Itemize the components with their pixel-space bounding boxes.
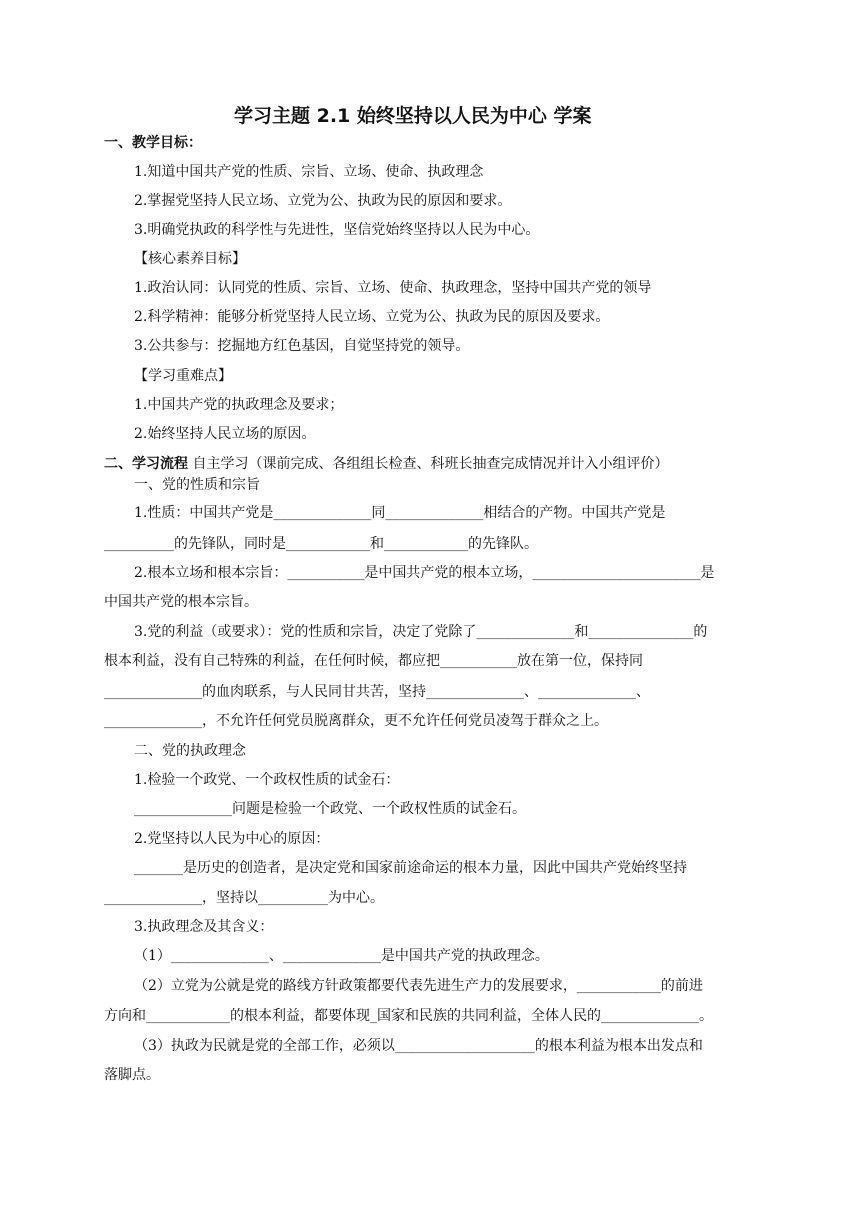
fill-line-16: （1）______________、______________是中国共产党的执政理念。 [134,948,549,964]
goal-3: 3.明确党执政的科学性与先进性，坚信党始终坚持以人民为中心。 [134,222,540,238]
core-goals-label: 【核心素养目标】 [134,251,246,267]
fill-line-10: 1.检验一个政党、一个政权性质的试金石： [134,772,400,788]
fill-line-13: _______是历史的创造者，是决定党和国家前途命运的根本力量，因此中国共产党始终坚持 [134,860,687,876]
goal-2: 2.掌握党坚持人民立场、立党为公、执政为民的原因和要求。 [134,193,512,209]
learning-process-line [104,454,668,474]
key-points-label: 【学习重难点】 [134,368,232,384]
goal-1: 1.知道中国共产党的性质、宗旨、立场、使命、执政理念 [134,164,484,180]
key-point-2: 2.始终坚持人民立场的原因。 [134,426,316,442]
fill-line-11: ______________问题是检验一个政党、一个政权性质的试金石。 [134,801,526,817]
fill-line-8: ______________，不允许任何党员脱离群众，更不允许任何党员凌驾于群众之上。 [104,713,608,729]
fill-line-5: 3.党的利益（或要求）：党的性质和宗旨，决定了党除了______________和_______________的 [134,624,708,640]
fill-line-7: ______________的血肉联系，与人民同甘共苦，坚持______________、______________、 [104,684,650,700]
fill-line-12: 2.党坚持以人民为中心的原因： [134,831,330,847]
core-goal-3: 3.公共参与：挖掘地方红色基因，自觉坚持党的领导。 [134,338,470,354]
fill-line-14: ______________，坚持以__________为中心。 [104,890,384,906]
fill-line-3: 2.根本立场和根本宗旨：___________是中国共产党的根本立场，________________________是 [134,565,715,581]
fill-line-2: __________的先锋队，同时是____________和____________的先锋队。 [104,536,538,552]
fill-line-17: （2）立党为公就是党的路线方针政策都要代表先进生产力的发展要求，____________的前进 [134,978,703,994]
fill-line-15: 3.执政理念及其含义： [134,919,274,935]
core-goal-2: 2.科学精神：能够分析党坚持人民立场、立党为公、执政为民的原因及要求。 [134,309,610,325]
fill-line-4: 中国共产党的根本宗旨。 [104,594,258,610]
subheading-governance: 二、党的执政理念 [134,743,246,759]
core-goal-1: 1.政治认同：认同党的性质、宗旨、立场、使命、执政理念，坚持中国共产党的领导 [134,280,652,296]
fill-line-19: （3）执政为民就是党的全部工作，必须以____________________的根本利益为根本出发点和 [134,1038,703,1054]
key-point-1: 1.中国共产党的执政理念及要求； [134,397,344,413]
page-title: 学习主题 2.1 始终坚持以人民为中心 学案 [234,105,592,127]
fill-line-20: 落脚点。 [104,1067,160,1083]
fill-line-6: 根本利益，没有自己特殊的利益，在任何时候，都应把___________放在第一位，保持同 [104,653,643,669]
fill-line-18: 方向和____________的根本利益，都要体现_国家和民族的共同利益，全体人民的______________。 [104,1008,713,1024]
self-study-note: 自主学习（课前完成、各组组长检查、科班长抽查完成情况并计入小组评价） [188,456,669,472]
section-heading-process: 二、学习流程 [104,456,188,472]
section-heading-goals: 一、教学目标： [104,135,202,151]
fill-line-1: 1.性质：中国共产党是______________同______________相结合的产物。中国共产党是 [134,505,666,521]
subheading-nature: 一、党的性质和宗旨 [134,477,260,493]
